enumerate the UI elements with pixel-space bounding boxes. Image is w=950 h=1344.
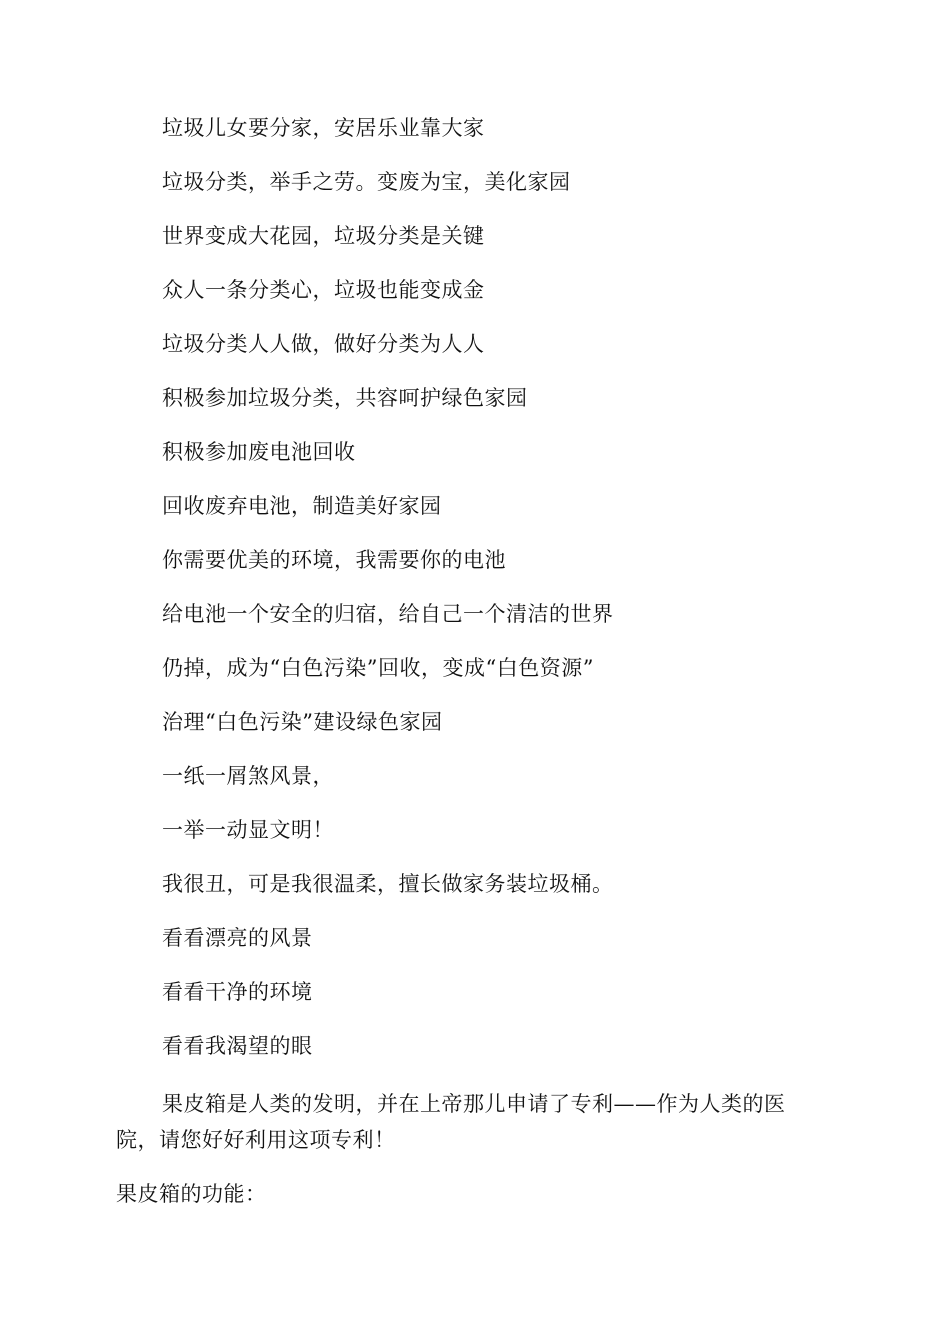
text-line: 一举一动显文明！ bbox=[162, 818, 334, 842]
text-line: 世界变成大花园，垃圾分类是关键 bbox=[162, 224, 485, 248]
text-line: 治理“白色污染”建设绿色家园 bbox=[162, 710, 443, 734]
section-heading: 果皮箱的功能： bbox=[116, 1182, 267, 1206]
text-line: 积极参加垃圾分类，共容呵护绿色家园 bbox=[162, 386, 528, 410]
text-line: 我很丑，可是我很温柔，擅长做家务装垃圾桶。 bbox=[162, 872, 614, 896]
body-paragraph: 果皮箱是人类的发明，并在上帝那儿申请了专利——作为人类的医院，请您好好利用这项专利！ bbox=[116, 1092, 786, 1152]
text-line: 众人一条分类心，垃圾也能变成金 bbox=[162, 278, 485, 302]
text-line: 给电池一个安全的归宿，给自己一个清洁的世界 bbox=[162, 602, 614, 626]
text-line: 垃圾分类，举手之劳。变废为宝，美化家园 bbox=[162, 170, 571, 194]
text-line: 看看我渴望的眼 bbox=[162, 1034, 313, 1058]
text-line: 仍掉，成为“白色污染”回收，变成“白色资源” bbox=[162, 656, 594, 680]
text-line: 一纸一屑煞风景， bbox=[162, 764, 334, 788]
text-line: 看看漂亮的风景 bbox=[162, 926, 313, 950]
text-line: 积极参加废电池回收 bbox=[162, 440, 356, 464]
text-line: 看看干净的环境 bbox=[162, 980, 313, 1004]
text-line: 垃圾儿女要分家，安居乐业靠大家 bbox=[162, 116, 485, 140]
text-line: 回收废弃电池，制造美好家园 bbox=[162, 494, 442, 518]
text-line: 你需要优美的环境，我需要你的电池 bbox=[162, 548, 506, 572]
text-line: 垃圾分类人人做，做好分类为人人 bbox=[162, 332, 485, 356]
